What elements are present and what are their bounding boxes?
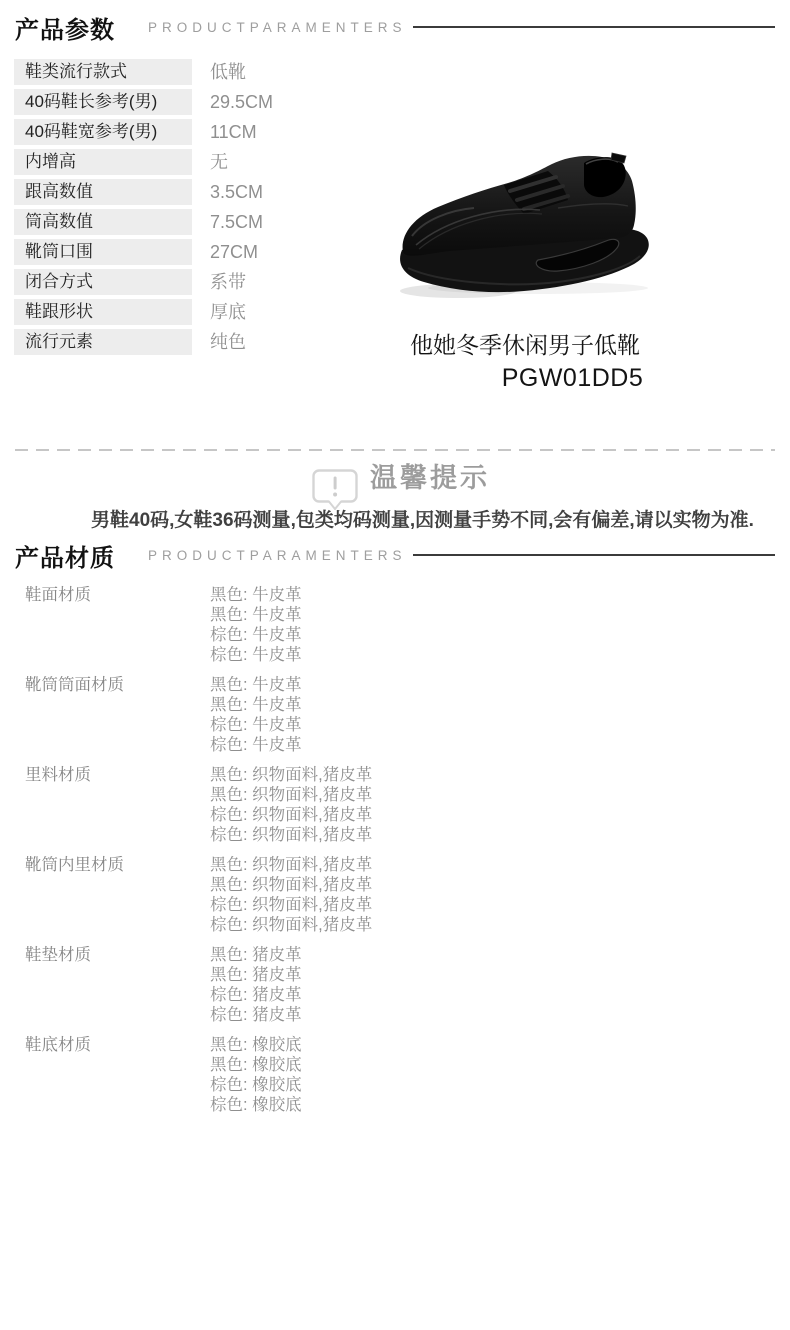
spec-value: 11CM [210, 122, 257, 142]
material-line: 黑色: 橡胶底 [210, 1036, 302, 1054]
product-name: 他她冬季休闲男子低靴 [410, 332, 640, 358]
material-line: 棕色: 牛皮革 [210, 716, 302, 734]
spec-label: 鞋跟形状 [14, 299, 192, 325]
spec-value: 低靴 [210, 62, 246, 82]
spec-label: 40码鞋长参考(男) [14, 89, 192, 115]
list-item [25, 855, 765, 935]
material-header [15, 538, 775, 572]
spec-label: 闭合方式 [14, 269, 192, 295]
table-row [14, 209, 386, 235]
tips-title: 温馨提示 [370, 463, 490, 493]
material-label: 靴筒筒面材质 [25, 676, 124, 694]
material-line: 黑色: 牛皮革 [210, 586, 302, 604]
material-line: 棕色: 橡胶底 [210, 1076, 302, 1094]
table-row [14, 269, 386, 295]
spec-label: 靴筒口围 [14, 239, 192, 265]
spec-value: 纯色 [210, 332, 246, 352]
material-line: 黑色: 织物面料,猪皮革 [210, 876, 373, 894]
material-line: 棕色: 牛皮革 [210, 626, 302, 644]
black-ankle-boot-illustration [388, 150, 693, 300]
params-section-title: 产品参数 [15, 16, 115, 44]
params-header [15, 10, 775, 44]
material-line: 棕色: 织物面料,猪皮革 [210, 896, 373, 914]
list-item [25, 585, 765, 665]
material-line: 黑色: 牛皮革 [210, 696, 302, 714]
table-row [14, 239, 386, 265]
material-values [210, 675, 302, 755]
material-line: 棕色: 猪皮革 [210, 1006, 302, 1024]
spec-value: 无 [210, 152, 228, 172]
spec-value: 7.5CM [210, 212, 264, 232]
list-item [25, 675, 765, 755]
material-values [210, 765, 372, 845]
material-line: 黑色: 牛皮革 [210, 676, 302, 694]
material-line: 棕色: 织物面料,猪皮革 [210, 806, 373, 824]
params-header-rule [413, 26, 775, 28]
spec-label: 筒高数值 [14, 209, 192, 235]
list-item [25, 765, 765, 845]
dashed-divider [15, 449, 775, 451]
material-line: 黑色: 橡胶底 [210, 1056, 302, 1074]
product-model: PGW01DD5 [501, 364, 644, 392]
material-line: 黑色: 牛皮革 [210, 606, 302, 624]
spec-label: 鞋类流行款式 [14, 59, 192, 85]
material-label: 靴筒内里材质 [25, 856, 124, 874]
product-photo [388, 150, 693, 300]
material-values [210, 855, 372, 935]
material-line: 棕色: 织物面料,猪皮革 [210, 916, 373, 934]
material-values [210, 1035, 302, 1115]
spec-label: 流行元素 [14, 329, 192, 355]
list-item [25, 945, 765, 1025]
spec-value: 29.5CM [210, 92, 274, 112]
params-section-subtitle: PRODUCTPARAMENTERS [148, 19, 407, 35]
spec-label: 40码鞋宽参考(男) [14, 119, 192, 145]
material-values [210, 585, 302, 665]
material-header-rule [413, 554, 775, 556]
spec-value: 3.5CM [210, 182, 264, 202]
table-row [14, 59, 386, 85]
spec-label: 内增高 [14, 149, 192, 175]
material-line: 棕色: 织物面料,猪皮革 [210, 826, 373, 844]
spec-label: 跟高数值 [14, 179, 192, 205]
material-label: 里料材质 [25, 766, 91, 784]
spec-value: 系带 [210, 272, 246, 292]
material-line: 黑色: 织物面料,猪皮革 [210, 856, 373, 874]
spec-value: 厚底 [210, 302, 246, 322]
material-line: 棕色: 橡胶底 [210, 1096, 302, 1114]
material-label: 鞋垫材质 [25, 946, 91, 964]
material-list [25, 585, 765, 1125]
table-row [14, 149, 386, 175]
material-line: 黑色: 织物面料,猪皮革 [210, 766, 373, 784]
material-label: 鞋面材质 [25, 586, 91, 604]
material-line: 黑色: 猪皮革 [210, 946, 302, 964]
list-item [25, 1035, 765, 1115]
material-label: 鞋底材质 [25, 1036, 91, 1054]
material-section-subtitle: PRODUCTPARAMENTERS [148, 547, 407, 563]
material-values [210, 945, 302, 1025]
material-section-title: 产品材质 [15, 544, 115, 572]
material-line: 棕色: 牛皮革 [210, 736, 302, 754]
material-line: 黑色: 猪皮革 [210, 966, 302, 984]
material-line: 棕色: 牛皮革 [210, 646, 302, 664]
spec-table [14, 59, 386, 359]
table-row [14, 329, 386, 355]
spec-value: 27CM [210, 242, 259, 262]
material-line: 黑色: 织物面料,猪皮革 [210, 786, 373, 804]
table-row [14, 299, 386, 325]
table-row [14, 89, 386, 115]
material-line: 棕色: 猪皮革 [210, 986, 302, 1004]
table-row [14, 119, 386, 145]
table-row [14, 179, 386, 205]
tips-note: 男鞋40码,女鞋36码测量,包类均码测量,因测量手势不同,会有偏差,请以实物为准. [91, 510, 754, 531]
